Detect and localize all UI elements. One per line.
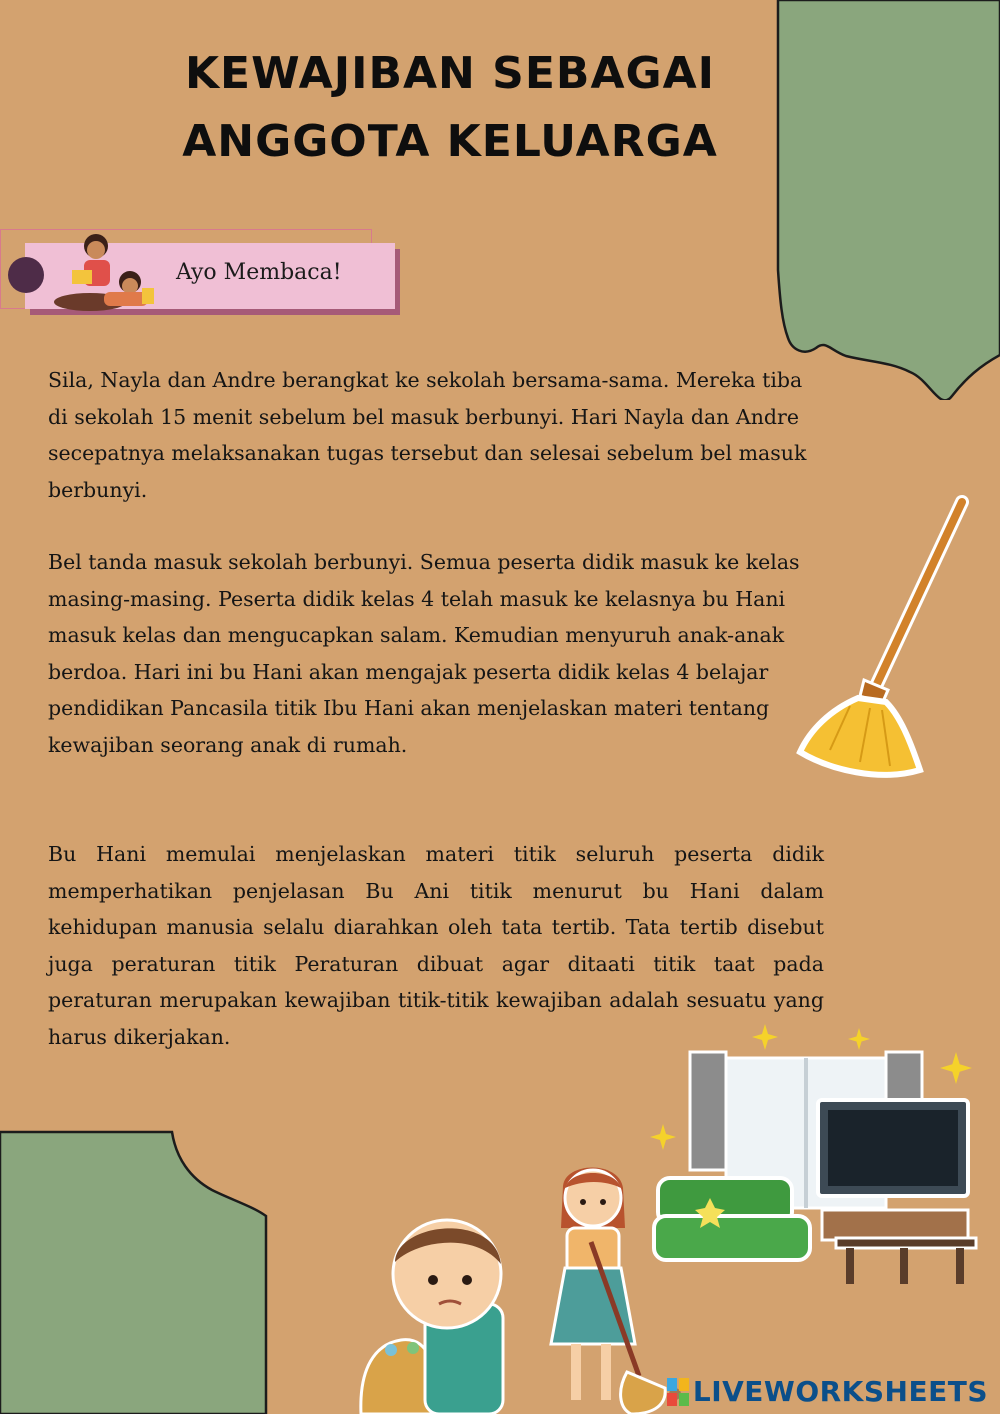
liveworksheets-brand <box>667 1375 988 1408</box>
story-paragraph-1: Sila, Nayla dan Andre berangkat ke sekolah bersama-sama. Mereka tiba di sekolah 15 menit sebelum bel masuk berbunyi. Hari Nayla dan Andre secepatnya melaksanakan tugas tersebut dan selesai sebelum bel masuk berbunyi. <box>48 368 807 502</box>
boy-cleaning-icon <box>355 1208 515 1414</box>
corner-panel-bottom-left <box>0 1128 275 1414</box>
sparkle-icon <box>940 1052 972 1084</box>
page-title <box>150 40 750 176</box>
sparkle-icon <box>650 1124 676 1150</box>
story-paragraph-2: Bel tanda masuk sekolah berbunyi. Semua peserta didik masuk ke kelas masing-masing. Peserta didik kelas 4 telah masuk ke kelasnya bu Hani masuk kelas dan mengucapkan salam. Kemudian menyuruh anak-anak berdoa. Hari ini bu Hani akan mengajak peserta didik kelas 4 belajar pendidikan Pancasila titik Ibu Hani akan menjelaskan materi tentang kewajiban seorang anak di rumah. <box>48 550 800 757</box>
sparkle-icon <box>848 1028 870 1050</box>
banner-label: Ayo Membaca! <box>176 260 342 285</box>
children-reading-icon <box>38 230 158 316</box>
title-line-1: KEWAJIBAN SEBAGAI <box>184 48 716 99</box>
story-paragraph-3: Bu Hani memulai menjelaskan materi titik seluruh peserta didik memperhatikan penjelasan Bu Ani titik menurut bu Hani dalam kehidupan manusia selalu diarahkan oleh tata tertib. Tata tertib disebut juga peraturan titik Peraturan dibuat agar ditaati titik taat pada peraturan merupakan kewajiban titik-titik kewajiban adalah sesuatu yang harus dikerjakan. <box>48 842 824 1049</box>
sparkle-icon <box>752 1024 778 1050</box>
title-line-2: ANGGOTA KELUARGA <box>182 116 718 167</box>
liveworksheets-logo-icon <box>667 1378 689 1406</box>
living-room-icon <box>650 1040 985 1300</box>
broom-icon <box>790 490 980 790</box>
corner-panel-top-right <box>770 0 1000 400</box>
brand-name: LIVEWORKSHEETS <box>692 1375 988 1408</box>
